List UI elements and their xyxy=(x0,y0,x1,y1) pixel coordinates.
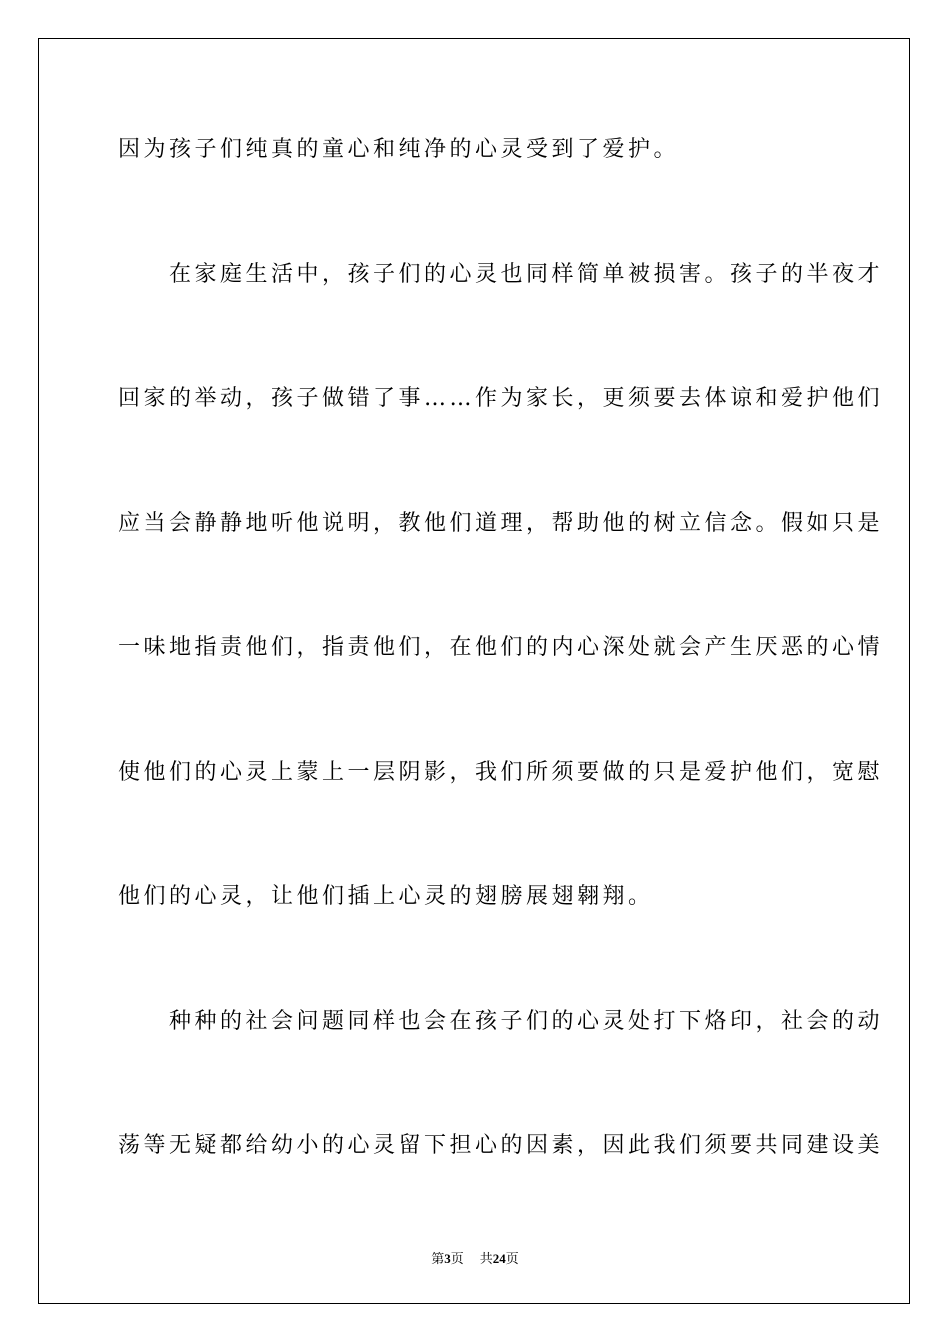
text-line: 荡等无疑都给幼小的心灵留下担心的因素，因此我们须要共同建设美 xyxy=(118,1133,884,1158)
total-pages: 24 xyxy=(492,1251,506,1266)
total-suffix: 页 xyxy=(505,1252,519,1267)
text-line: 种种的社会问题同样也会在孩子们的心灵处打下烙印，社会的动 xyxy=(118,1009,884,1034)
text-line: 因为孩子们纯真的童心和纯净的心灵受到了爱护。 xyxy=(118,137,680,162)
page-footer xyxy=(0,1248,950,1267)
text-line: 他们的心灵，让他们插上心灵的翅膀展翅翱翔。 xyxy=(118,884,654,909)
text-line: 应当会静静地听他说明，教他们道理，帮助他的树立信念。假如只是 xyxy=(118,511,884,536)
text-line: 使他们的心灵上蒙上一层阴影，我们所须要做的只是爱护他们，宽慰 xyxy=(118,760,884,785)
page-number: 3 xyxy=(444,1251,451,1266)
page-suffix: 页 xyxy=(450,1252,464,1267)
text-line: 在家庭生活中，孩子们的心灵也同样简单被损害。孩子的半夜才 xyxy=(118,262,884,287)
total-prefix: 共 xyxy=(479,1252,493,1267)
text-line: 一味地指责他们，指责他们，在他们的内心深处就会产生厌恶的心情 xyxy=(118,635,884,660)
text-line: 回家的举动，孩子做错了事……作为家长，更须要去体谅和爱护他们 xyxy=(118,386,884,411)
page-border xyxy=(38,38,910,1304)
page-prefix: 第 xyxy=(431,1252,445,1267)
